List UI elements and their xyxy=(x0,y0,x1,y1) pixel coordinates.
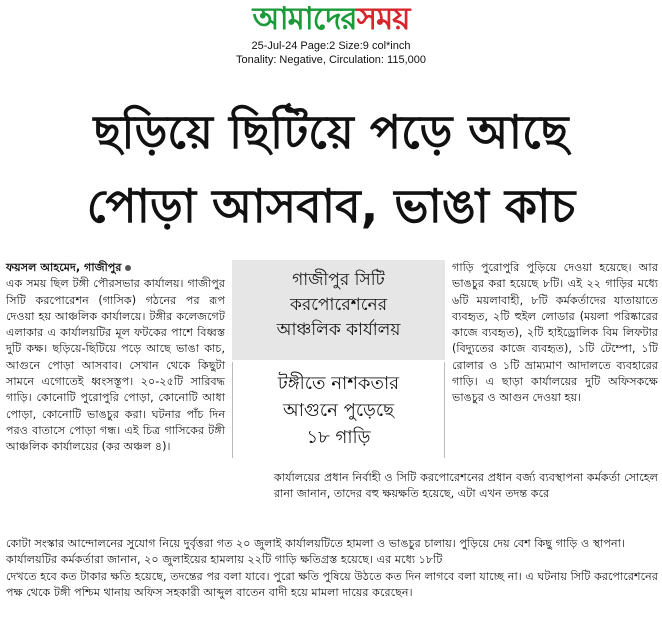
clipping-meta-line2: Tonality: Negative, Circulation: 115,000 xyxy=(236,54,426,66)
masthead-part2: সময় xyxy=(356,1,410,37)
article-bottom-wide xyxy=(6,536,658,601)
subheading-line: ১৮ গাড়ি xyxy=(306,427,371,448)
masthead-part1: আমাদের xyxy=(252,1,357,37)
clipping-meta-line1: 25-Jul-24 Page:2 Size:9 col*inch xyxy=(251,40,411,52)
pull-quote-line: করপোরেশনের xyxy=(289,295,388,315)
pull-quote-box xyxy=(232,260,445,360)
paragraph: কার্যালয়ের প্রধান নির্বাহী ও সিটি করপোরেশনের প্রধান বর্জ্য ব্যবস্থাপনা কর্মকর্তা সোহেল রানা জানান, তাদের বহু ক্ষয়ক্ষতি হয়েছে, এটা এখন তদন্ত করে xyxy=(274,471,658,501)
headline-line2: পোড়া আসবাব, ভাঙা কাচ xyxy=(86,179,576,233)
paragraph: এক সময় ছিল টঙ্গী পৌরসভার কার্যালয়। গাজীপুর সিটি করপোরেশন (গাসিক) গঠনের পর রূপ দেওয়া হয় আঞ্চলিক কার্যালয়ে। টঙ্গীর কলেজগেট এলাকার এ কার্যালয়টির মূল ফটকের পাশে বিধ্বস্ত দুটি কক্ষ। ছড়িয়ে-ছিটিয়ে পড়ে আছে ভাঙা কাচ, আগুনে পোড়া আসবাব। সেখান থেকে কিছুটা সামনে এগোতেই ধ্বংসস্তূপ। ২০-২৫টি সারিবদ্ধ গাড়ি। কোনোটি পুরোপুরি পোড়া, কোনোটি আধা পোড়া, কোনোটি ভাঙচুর করা। ঘটনার পাঁচ দিন পরও বাতাসে পোড়া গন্ধ। এই চিত্র গাসিকের টঙ্গী আঞ্চলিক কার্যালয়ের (কর অঞ্চল ৪)। xyxy=(6,277,225,454)
article-bottom-center xyxy=(274,470,658,503)
byline-place: গাজীপুর xyxy=(80,261,122,274)
paragraph: কোটা সংস্কার আন্দোলনের সুযোগ নিয়ে দুর্বৃত্তরা গত ২০ জুলাই কার্যালয়টিতে হামলা ও ভাঙচুর চালায়। পুড়িয়ে দেয় বেশ কিছু গাড়ি ও স্থাপনা। xyxy=(6,537,625,550)
masthead-logo xyxy=(0,2,662,36)
bullet-icon xyxy=(125,265,131,271)
subheading-line: টঙ্গীতে নাশকতার xyxy=(277,373,400,394)
subheading-line: আগুনে পুড়েছে xyxy=(282,400,395,421)
headline-line1: ছড়িয়ে ছিটিয়ে পড়ে আছে xyxy=(93,105,569,159)
pull-quote-line: গাজীপুর সিটি xyxy=(292,270,385,290)
byline xyxy=(6,260,225,276)
paragraph: দেখতে হবে কত টাকার ক্ষতি হয়েছে, তদন্তের পর বলা যাবে। পুরো ক্ষতি পুষিয়ে উঠতে কত দিন লাগবে বলা যাচ্ছে না। এ ঘটনায় সিটি করপোরেশনের পক্ষ থেকে টঙ্গী পশ্চিম থানায় অফিস সহকারী আব্দুল বাতেন বাদী হয়ে মামলা দায়ের করেছেন। xyxy=(6,569,658,599)
pull-quote-line: আঞ্চলিক কার্যালয় xyxy=(276,320,401,340)
article-column-left xyxy=(6,260,225,456)
subheading-box xyxy=(232,362,445,458)
paragraph: কার্যালয়টির কর্মকর্তারা জানান, ২০ জুলাইয়ের হামলায় ২২টি গাড়ি ক্ষতিগ্রস্ত হয়েছে। এর মধ্যে ১৮টি xyxy=(6,553,443,567)
paragraph: গাড়ি পুরোপুরি পুড়িয়ে দেওয়া হয়েছে। আর ভাঙচুর করা হয়েছে ৮টি। এই ২২ গাড়ির মধ্যে ৬টি ময়লাবাহী, ৮টি কর্মকর্তাদের যাতায়াতে ব্যবহৃত, ২টি হুইল লোডার (ময়লা পরিষ্কারের কাজে ব্যবহৃত), ২টি হাইড্রোলিক বিম লিফটার (বিদ্যুতের কাজে ব্যবহৃত), ১টি টেম্পো, ১টি রোলার ও ১টি ভ্রাম্যমাণ আদালতে ব্যবহারের গাড়ি। এ ছাড়া কার্যালয়ের দুটি অফিসকক্ষে ভাঙচুর ও আগুন দেওয়া হয়। xyxy=(452,261,658,405)
article-column-right xyxy=(452,260,658,407)
byline-name: ফয়সল আহমেদ, xyxy=(6,261,81,274)
